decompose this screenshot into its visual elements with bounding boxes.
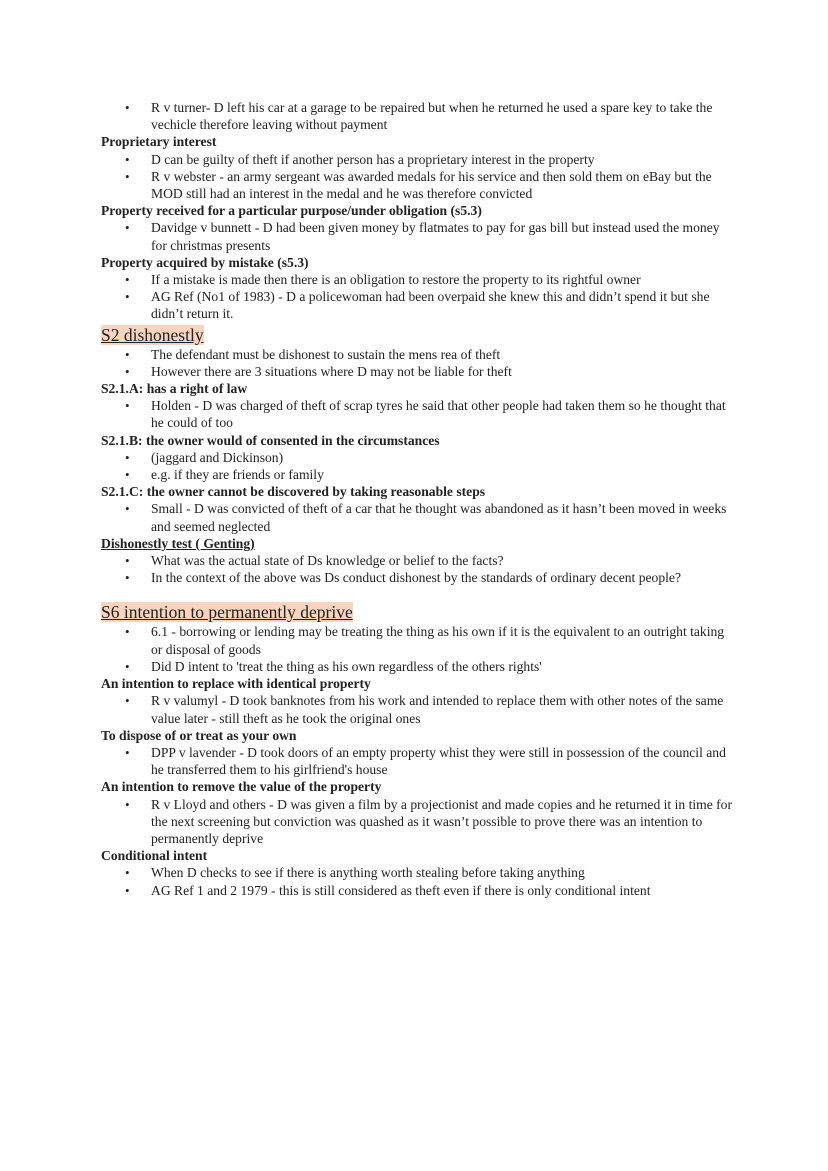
bullet-item: • In the context of the above was Ds conduct dishonest by the standards of ordinary decent people?	[101, 569, 733, 586]
bullet-item: • When D checks to see if there is anything worth stealing before taking anything	[101, 864, 733, 881]
bullet-item: • AG Ref (No1 of 1983) - D a policewoman had been overpaid she knew this and didn’t spend it but she didn’t return it.	[101, 288, 733, 322]
bullet-item: • Small - D was convicted of theft of a car that he thought was abandoned as it hasn’t been moved in weeks and seemed neglected	[101, 500, 733, 534]
bullet-list	[101, 151, 733, 203]
bullet-item: • Holden - D was charged of theft of scrap tyres he said that other people had taken them so he thought that he could of too	[101, 397, 733, 431]
subheading: S2.1.A: has a right of law	[101, 381, 248, 397]
document-body	[101, 99, 733, 899]
bullet-list	[101, 623, 733, 675]
bullet-list	[101, 500, 733, 534]
bullet-item: • AG Ref 1 and 2 1979 - this is still considered as theft even if there is only conditional intent	[101, 882, 733, 899]
bullet-item: • What was the actual state of Ds knowledge or belief to the facts?	[101, 552, 733, 569]
bullet-item: • Davidge v bunnett - D had been given money by flatmates to pay for gas bill but instead used the money for christmas presents	[101, 219, 733, 253]
bullet-list	[101, 397, 733, 431]
spacer	[101, 586, 733, 600]
subheading: S2.1.B: the owner would of consented in the circumstances	[101, 432, 440, 448]
bullet-list	[101, 864, 733, 898]
bullet-item: • If a mistake is made then there is an obligation to restore the property to its rightful owner	[101, 271, 733, 288]
subheading: S2.1.C: the owner cannot be discovered by taking reasonable steps	[101, 484, 486, 500]
subheading: An intention to remove the value of the property	[101, 779, 382, 795]
subheading: Dishonestly test ( Genting)	[101, 535, 255, 551]
bullet-item: • 6.1 - borrowing or lending may be treating the thing as his own if it is the equivalent to an outright taking or disposal of goods	[101, 623, 733, 657]
bullet-item: • D can be guilty of theft if another person has a proprietary interest in the property	[101, 151, 733, 168]
subheading: Conditional intent	[101, 848, 208, 864]
bullet-item: • However there are 3 situations where D may not be liable for theft	[101, 363, 733, 380]
bullet-list	[101, 99, 733, 133]
bullet-list	[101, 219, 733, 253]
section-heading	[101, 324, 733, 346]
bullet-list	[101, 552, 733, 586]
section-heading-text: S6 intention to permanently deprive	[101, 602, 353, 623]
bullet-list	[101, 346, 733, 380]
section-heading	[101, 601, 733, 623]
subheading: To dispose of or treat as your own	[101, 727, 297, 743]
subheading: Property received for a particular purpose/under obligation (s5.3)	[101, 203, 482, 219]
bullet-item: • R v webster - an army sergeant was awarded medals for his service and then sold them on eBay but the MOD still had an interest in the medal and he was therefore convicted	[101, 168, 733, 202]
bullet-item: • R v Lloyd and others - D was given a film by a projectionist and made copies and he returned it in time for the next screening but conviction was quashed as it wasn’t possible to prove there was an intention to permanently deprive	[101, 796, 733, 848]
bullet-list	[101, 271, 733, 323]
bullet-list	[101, 692, 733, 726]
bullet-item: • Did D intent to 'treat the thing as his own regardless of the others rights'	[101, 658, 733, 675]
bullet-item: • R v valumyl - D took banknotes from his work and intended to replace them with other notes of the same value later - still theft as he took the original ones	[101, 692, 733, 726]
bullet-list	[101, 796, 733, 848]
bullet-item: • R v turner- D left his car at a garage to be repaired but when he returned he used a spare key to take the vechicle therefore leaving without payment	[101, 99, 733, 133]
subheading: Proprietary interest	[101, 134, 217, 150]
bullet-item: • (jaggard and Dickinson)	[101, 449, 733, 466]
bullet-item: • The defendant must be dishonest to sustain the mens rea of theft	[101, 346, 733, 363]
bullet-item: • DPP v lavender - D took doors of an empty property whist they were still in possession of the council and he transferred them to his girlfriend's house	[101, 744, 733, 778]
bullet-list	[101, 449, 733, 483]
subheading: Property acquired by mistake (s5.3)	[101, 254, 309, 270]
bullet-list	[101, 744, 733, 778]
section-heading-text: S2 dishonestly	[101, 324, 204, 345]
bullet-item: • e.g. if they are friends or family	[101, 466, 733, 483]
subheading: An intention to replace with identical property	[101, 676, 371, 692]
